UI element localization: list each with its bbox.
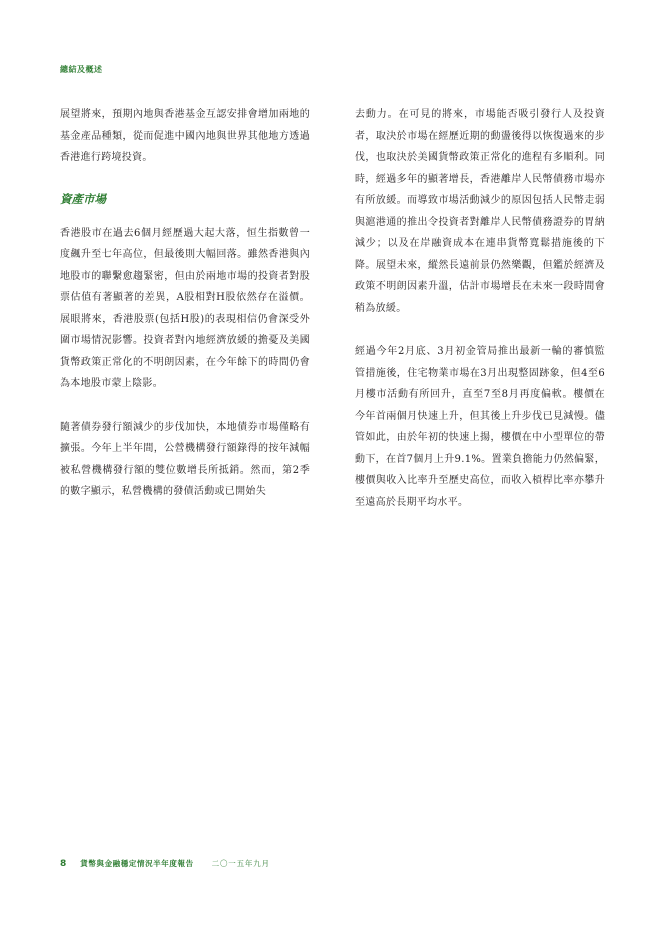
- right-column: [355, 104, 605, 535]
- section-heading-asset-markets: 資產市場: [60, 191, 106, 206]
- page-footer: [60, 858, 270, 869]
- bond-market-paragraph: 隨著債券發行額減少的步伐加快，本地債券市場僅略有擴張。今年上半年間，公營機構發行額錄得的按年減幅被私營機構發行額的雙位數增長所抵銷。然而，第2季的數字顯示，私營機構的發債活動或已開始失: [60, 421, 310, 497]
- section-tag: 總結及概述: [60, 65, 103, 74]
- report-date: 二〇一五年九月: [211, 859, 270, 868]
- report-title: 貨幣與金融穩定情況半年度報告: [80, 859, 194, 868]
- bond-market-continued-paragraph: 去動力。在可見的將來，市場能否吸引發行人及投資者，取決於市場在經歷近期的動盪後得以恢復過來的步伐，也取決於美國貨幣政策正常化的進程有多順利。同時，經過多年的顯著增長，香港離岸人民幣債務市場亦有所放緩。而導致市場活動減少的原因包括人民幣走弱與滬港通的推出令投資者對離岸人民幣債務證券的胃納減少；以及在岸融資成本在連串貨幣寬鬆措施後的下降。展望未來，縱然長遠前景仍然樂觀，但鑑於經濟及政策不明朗因素升溫，估計市場增長在未來一段時間會稍為放緩。: [355, 109, 605, 314]
- property-market-paragraph: 經過今年2月底、3月初金管局推出最新一輪的審慎監管措施後，住宅物業市場在3月出現整固跡象，但4至6月樓市活動有所回升，直至7至8月再度偏軟。樓價在今年首兩個月快速上升，但其後上升步伐已見減慢。儘管如此，由於年初的快速上揚，樓價在中小型單位的帶動下，在首7個月上升9.1%。置業負擔能力仍然偏緊，樓價與收入比率升至歷史高位，而收入槓桿比率亦攀升至遠高於長期平均水平。: [355, 346, 605, 508]
- left-column: [60, 104, 310, 525]
- page-number: 8: [60, 859, 67, 869]
- stock-market-paragraph: 香港股市在過去6個月經歷過大起大落，恒生指數曾一度飆升至七年高位，但最後則大幅回落。雖然香港與內地股市的聯繫愈趨緊密，但由於兩地市場的投資者對股票估值有著顯著的差異，A股相對H股依然存在溢價。展眼將來，香港股票(包括H股)的表現相信仍會深受外圍市場情況影響。投資者對內地經濟放緩的擔憂及美國貨幣政策正常化的不明朗因素，在今年餘下的時間仍會為本地股市蒙上陰影。: [60, 227, 310, 389]
- intro-paragraph: 展望將來，預期內地與香港基金互認安排會增加兩地的基金產品種類，從而促進中國內地與世界其他地方透過香港進行跨境投資。: [60, 109, 310, 163]
